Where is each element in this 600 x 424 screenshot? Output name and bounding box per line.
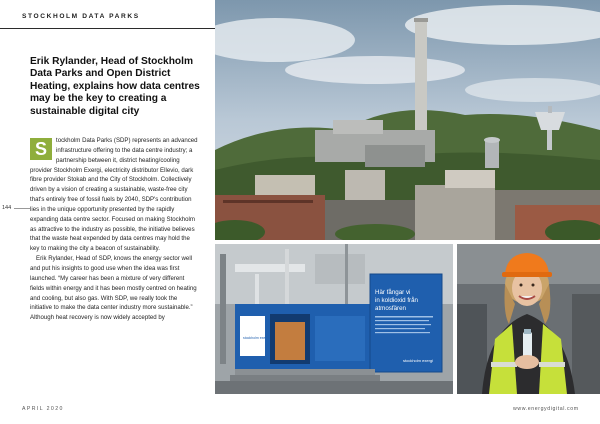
article-body bbox=[30, 136, 200, 394]
page-number: 144 bbox=[2, 205, 12, 211]
paragraph-1 bbox=[30, 136, 200, 254]
sign-heading-line3: atmosfären bbox=[375, 305, 406, 312]
sign-heading-line2: in koldioxid från bbox=[375, 297, 418, 304]
container-banner-text: stockholm exergi bbox=[243, 336, 270, 340]
article-headline: Erik Rylander, Head of Stockholm Data Parks and Open District Heating, explains how data centres may be the key to creating a sustainable digital city bbox=[30, 56, 200, 117]
sign-heading-line1: Här fångar vi bbox=[375, 289, 411, 296]
carbon-capture-container-photo bbox=[215, 244, 453, 394]
sign-brand: stockholm exergi bbox=[403, 358, 434, 363]
website-link[interactable]: www.energydigital.com bbox=[513, 406, 579, 412]
paragraph-2: Erik Rylander, Head of SDP, knows the energy sector well and put his insights to good use when the idea was first launched. “My career has been a mixture of very different fields within energy and it has been mostly centred on heating and cooling, but also gas. With SDP, we really took the initiative to make the data center industry more sustainable.” Although heat recovery is now widely accepted by bbox=[30, 255, 197, 322]
drop-cap: S bbox=[30, 138, 52, 160]
page-number-rule bbox=[14, 208, 30, 209]
city-skyline-photo bbox=[215, 0, 600, 240]
worker-portrait-photo bbox=[457, 244, 600, 394]
section-label: STOCKHOLM DATA PARKS bbox=[22, 13, 140, 20]
paragraph-1-text: tockholm Data Parks (SDP) represents an advanced infrastructure offering to the data centre industry; a partnership between it, district heating/cooling provider Stockholm Exergi, electricity distributor Ellevio, dark fibre provider Stokab and the City of Stockholm. Collectively driven by a vision of creating a sustainable, waste-free city that's entirely free of fossil fuels by 2040, SDP's contribution lies in the unique opportunity presented by the rapidly expanding data centre sector. Focused on making Stockholm as attractive to the industry as possible, the initiative believes that the waste heat expended by data centres may hold the key to making the city a beacon of sustainability. bbox=[30, 137, 198, 253]
issue-date: APRIL 2020 bbox=[22, 406, 64, 412]
